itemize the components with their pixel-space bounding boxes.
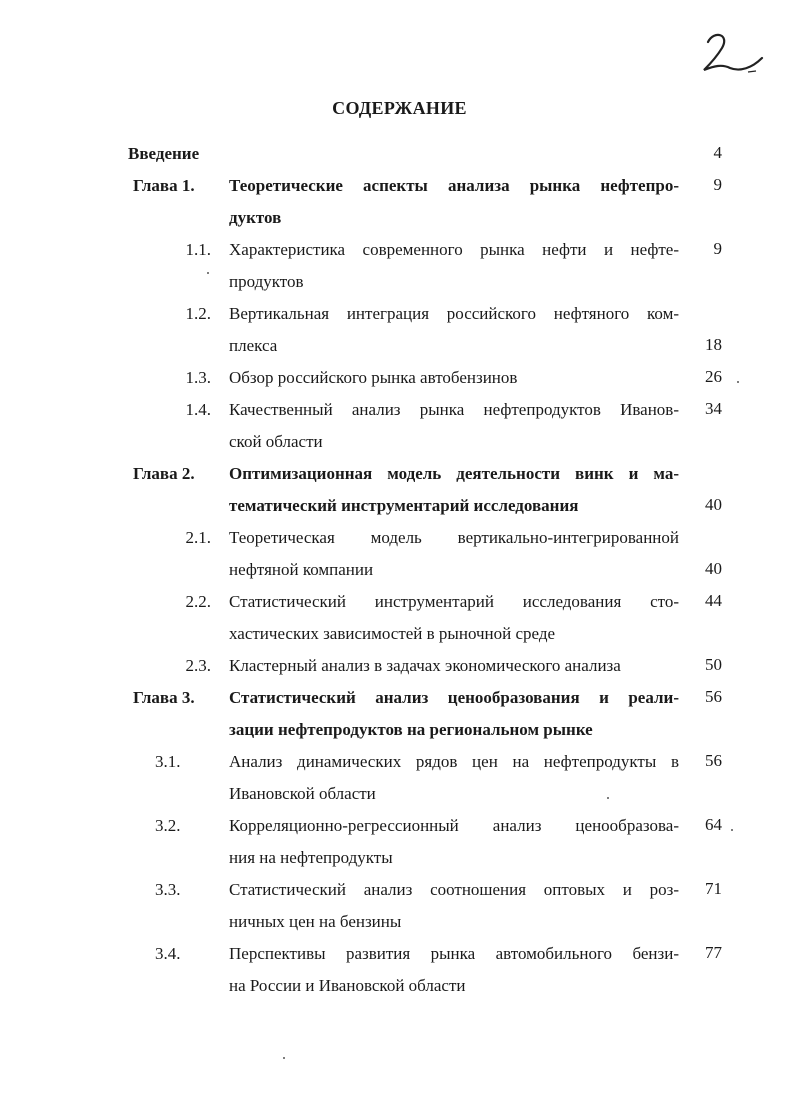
toc-section-3-4-title-line-2: на России и Ивановской области bbox=[229, 976, 466, 995]
scan-speck bbox=[207, 272, 209, 274]
toc-section-2-2-title-line-1: Статистический инструментарий исследования сто- bbox=[229, 592, 679, 611]
toc-chapter-2-number: Глава 2. bbox=[133, 464, 195, 483]
toc-section-3-3-title-line-1: Статистический анализ соотношения оптовых и роз- bbox=[229, 880, 679, 899]
toc-section-3-3-number: 3.3. bbox=[155, 880, 181, 899]
toc-section-2-3-title-line-1: Кластерный анализ в задачах экономического анализа bbox=[229, 656, 621, 675]
scan-speck bbox=[607, 797, 609, 799]
toc-section-1-3-number: 1.3. bbox=[185, 368, 211, 387]
toc-entry-intro-label: Введение bbox=[128, 144, 200, 163]
toc-section-3-4-title-line-1: Перспективы развития рынка автомобильного бензи- bbox=[229, 944, 679, 963]
toc-section-3-3-title-line-2: ничных цен на бензины bbox=[229, 912, 402, 931]
scan-speck bbox=[283, 1057, 285, 1059]
toc-section-2-1-title-line-2: нефтяной компании bbox=[229, 560, 374, 579]
toc-section-1-1-page: 9 bbox=[713, 239, 722, 258]
toc-section-1-3-title-line-1: Обзор российского рынка автобензинов bbox=[229, 368, 518, 387]
toc-section-1-4-title-line-1: Качественный анализ рынка нефтепродуктов Иванов- bbox=[229, 400, 679, 419]
toc-chapter-1-title-line-1: Теоретические аспекты анализа рынка нефтепро- bbox=[229, 176, 679, 195]
toc-chapter-1-page: 9 bbox=[713, 175, 722, 194]
page-title: СОДЕРЖАНИЕ bbox=[332, 98, 467, 118]
toc-section-1-4-number: 1.4. bbox=[185, 400, 211, 419]
toc-section-2-1-number: 2.1. bbox=[185, 528, 211, 547]
toc-section-3-2-title-line-2: ния на нефтепродукты bbox=[229, 848, 393, 867]
toc-section-3-1-title-line-1: Анализ динамических рядов цен на нефтепродукты в bbox=[229, 752, 679, 771]
toc-section-1-1-number: 1.1. bbox=[185, 240, 211, 259]
toc-section-3-3-page: 71 bbox=[705, 879, 722, 898]
toc-section-2-2-title-line-2: хастических зависимостей в рыночной среде bbox=[229, 624, 556, 643]
toc-chapter-3-title-line-1: Статистический анализ ценообразования и реали- bbox=[229, 688, 679, 707]
toc-section-3-1-page: 56 bbox=[705, 751, 722, 770]
toc-section-1-2-title-line-1: Вертикальная интеграция российского нефтяного ком- bbox=[229, 304, 679, 323]
handwritten-page-number bbox=[700, 28, 770, 78]
toc-chapter-2-title-line-2: тематический инструментарий исследования bbox=[229, 496, 579, 515]
toc-section-1-2-page: 18 bbox=[705, 335, 722, 354]
toc-section-2-3-page: 50 bbox=[705, 655, 722, 674]
toc-section-2-1-title-line-1: Теоретическая модель вертикально-интегрированной bbox=[229, 528, 679, 547]
toc-section-1-3-page: 26 bbox=[705, 367, 722, 386]
toc-section-2-2-page: 44 bbox=[705, 591, 722, 610]
toc-section-1-4-title-line-2: ской области bbox=[229, 432, 323, 451]
toc-section-2-1-page: 40 bbox=[705, 559, 722, 578]
toc-chapter-3-title-line-2: зации нефтепродуктов на региональном рынке bbox=[229, 720, 593, 739]
toc-section-3-2-title-line-1: Корреляционно-регрессионный анализ ценообразова- bbox=[229, 816, 679, 835]
toc-section-1-2-title-line-2: плекса bbox=[229, 336, 278, 355]
toc-section-1-1-title-line-1: Характеристика современного рынка нефти и нефте- bbox=[229, 240, 679, 259]
toc-section-1-2-number: 1.2. bbox=[185, 304, 211, 323]
toc-section-1-4-page: 34 bbox=[705, 399, 722, 418]
toc-section-3-2-page: 64 bbox=[705, 815, 722, 834]
toc-section-3-4-number: 3.4. bbox=[155, 944, 181, 963]
toc-section-2-2-number: 2.2. bbox=[185, 592, 211, 611]
toc-section-3-4-page: 77 bbox=[705, 943, 722, 962]
toc-chapter-2-title-line-1: Оптимизационная модель деятельности винк и ма- bbox=[229, 464, 679, 483]
toc-section-3-1-title-line-2: Ивановской области bbox=[229, 784, 376, 803]
scan-speck bbox=[731, 829, 733, 831]
toc-chapter-1-number: Глава 1. bbox=[133, 176, 195, 195]
toc-section-3-2-number: 3.2. bbox=[155, 816, 181, 835]
toc-chapter-1-title-line-2: дуктов bbox=[229, 208, 282, 227]
toc-chapter-3-page: 56 bbox=[705, 687, 722, 706]
toc-section-2-3-number: 2.3. bbox=[185, 656, 211, 675]
toc-section-1-1-title-line-2: продуктов bbox=[229, 272, 304, 291]
scan-speck bbox=[737, 381, 739, 383]
toc-chapter-3-number: Глава 3. bbox=[133, 688, 195, 707]
toc-entry-intro-page: 4 bbox=[713, 143, 722, 162]
toc-chapter-2-page: 40 bbox=[705, 495, 722, 514]
toc-section-3-1-number: 3.1. bbox=[155, 752, 181, 771]
